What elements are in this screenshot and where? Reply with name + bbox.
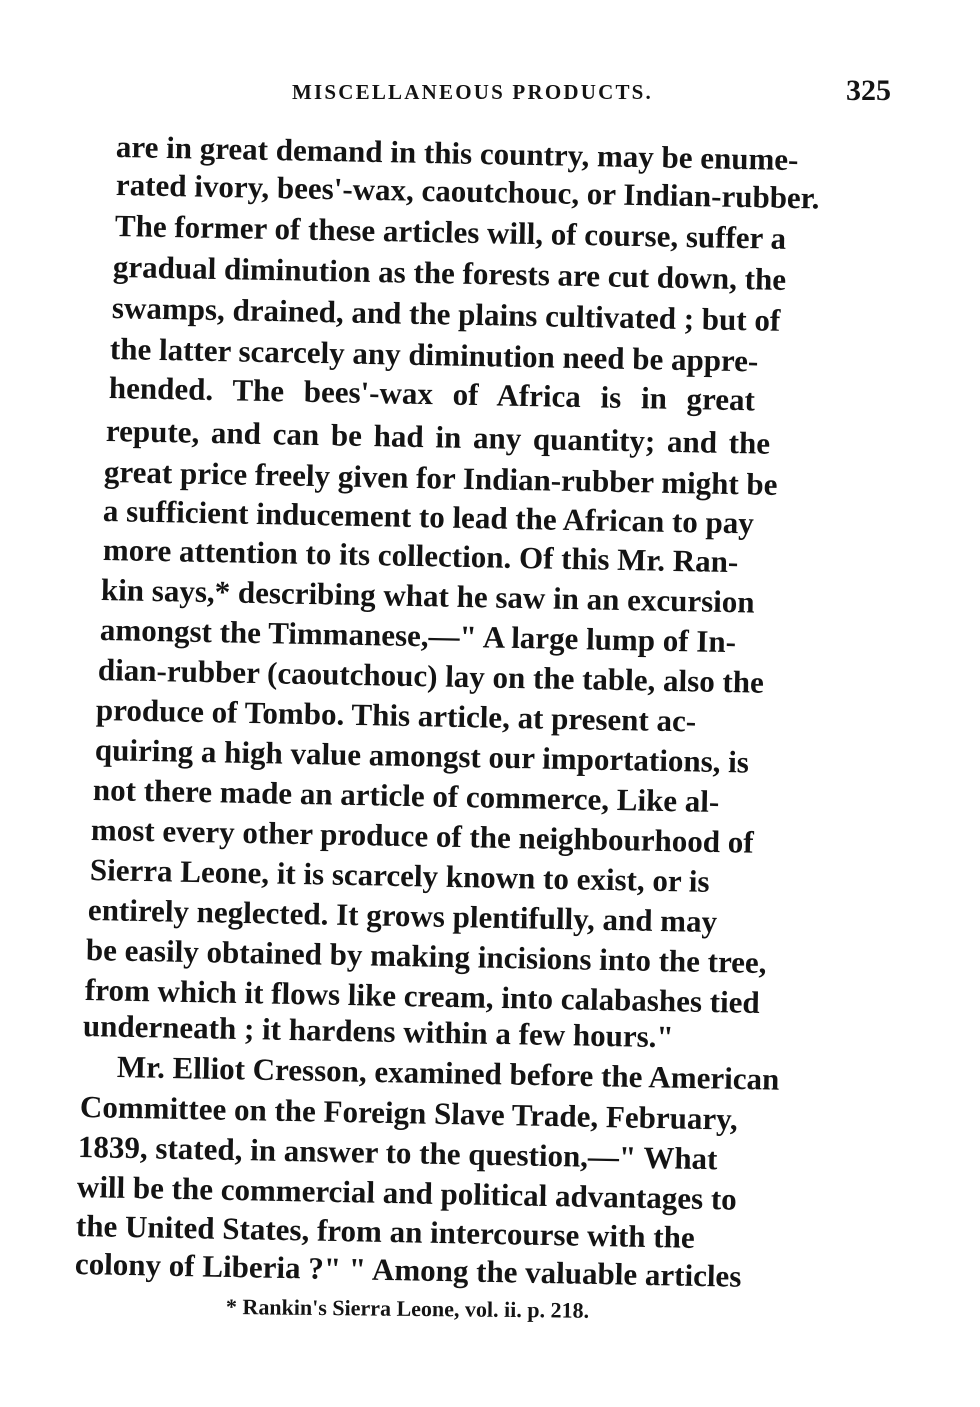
text-line: more attention to its collection. Of this Mr. Ran- <box>102 532 739 580</box>
page-number: 325 <box>846 74 891 107</box>
text-line: be easily obtained by making incisions into the tree, <box>85 932 767 981</box>
text-line: from which it flows like cream, into calabashes tied <box>84 972 761 1020</box>
text-line: are in great demand in this country, may be enume- <box>115 129 799 178</box>
text-line: Committee on the Foreign Slave Trade, February, <box>79 1089 739 1137</box>
text-line: a sufficient inducement to lead the African to pay <box>102 493 755 541</box>
text-line: great price freely given for Indian-rubber might be <box>103 454 778 502</box>
text-line: colony of Liberia ?" " Among the valuable articles <box>74 1246 742 1294</box>
text-line: Mr. Elliot Cresson, examined before the American <box>116 1049 780 1097</box>
text-line: dian-rubber (caoutchouc) lay on the table, also the <box>97 652 765 700</box>
text-line: rated ivory, bees'-wax, caoutchouc, or Indian-rubber. <box>115 167 820 216</box>
text-line: most every other produce of the neighbourhood of <box>90 812 754 860</box>
running-title: MISCELLANEOUS PRODUCTS. <box>292 80 653 104</box>
text-line: kin says,* describing what he saw in an excursion <box>100 572 755 620</box>
footnote: * Rankin's Sierra Leone, vol. ii. p. 218. <box>225 1294 590 1323</box>
text-line: not there made an article of commerce, Like al- <box>92 772 720 820</box>
text-line: 1839, stated, in answer to the question,—" What <box>77 1129 718 1177</box>
running-head <box>0 72 980 112</box>
text-line: quiring a high value amongst our importations, is <box>94 732 750 780</box>
text-line: the United States, from an intercourse with the <box>75 1208 696 1255</box>
text-line: hended. The bees'-wax of Africa is in great <box>108 370 756 418</box>
text-line: swamps, drained, and the plains cultivated ; but of <box>111 290 781 338</box>
text-line: the latter scarcely any diminution need be appre- <box>109 331 759 379</box>
text-line: amongst the Timmanese,—" A large lump of In- <box>99 612 737 660</box>
text-line: gradual diminution as the forests are cut down, the <box>112 249 787 297</box>
text-line: will be the commercial and political advantages to <box>76 1169 738 1217</box>
text-line: The former of these articles will, of course, suffer a <box>114 208 787 256</box>
text-line: repute, and can be had in any quantity; and the <box>105 413 771 461</box>
text-line: Sierra Leone, it is scarcely known to exist, or is <box>89 852 710 899</box>
text-line: produce of Tombo. This article, at present ac- <box>95 692 697 739</box>
text-line: underneath ; it hardens within a few hours." <box>82 1008 675 1055</box>
text-line: entirely neglected. It grows plentifully, and may <box>87 892 718 940</box>
